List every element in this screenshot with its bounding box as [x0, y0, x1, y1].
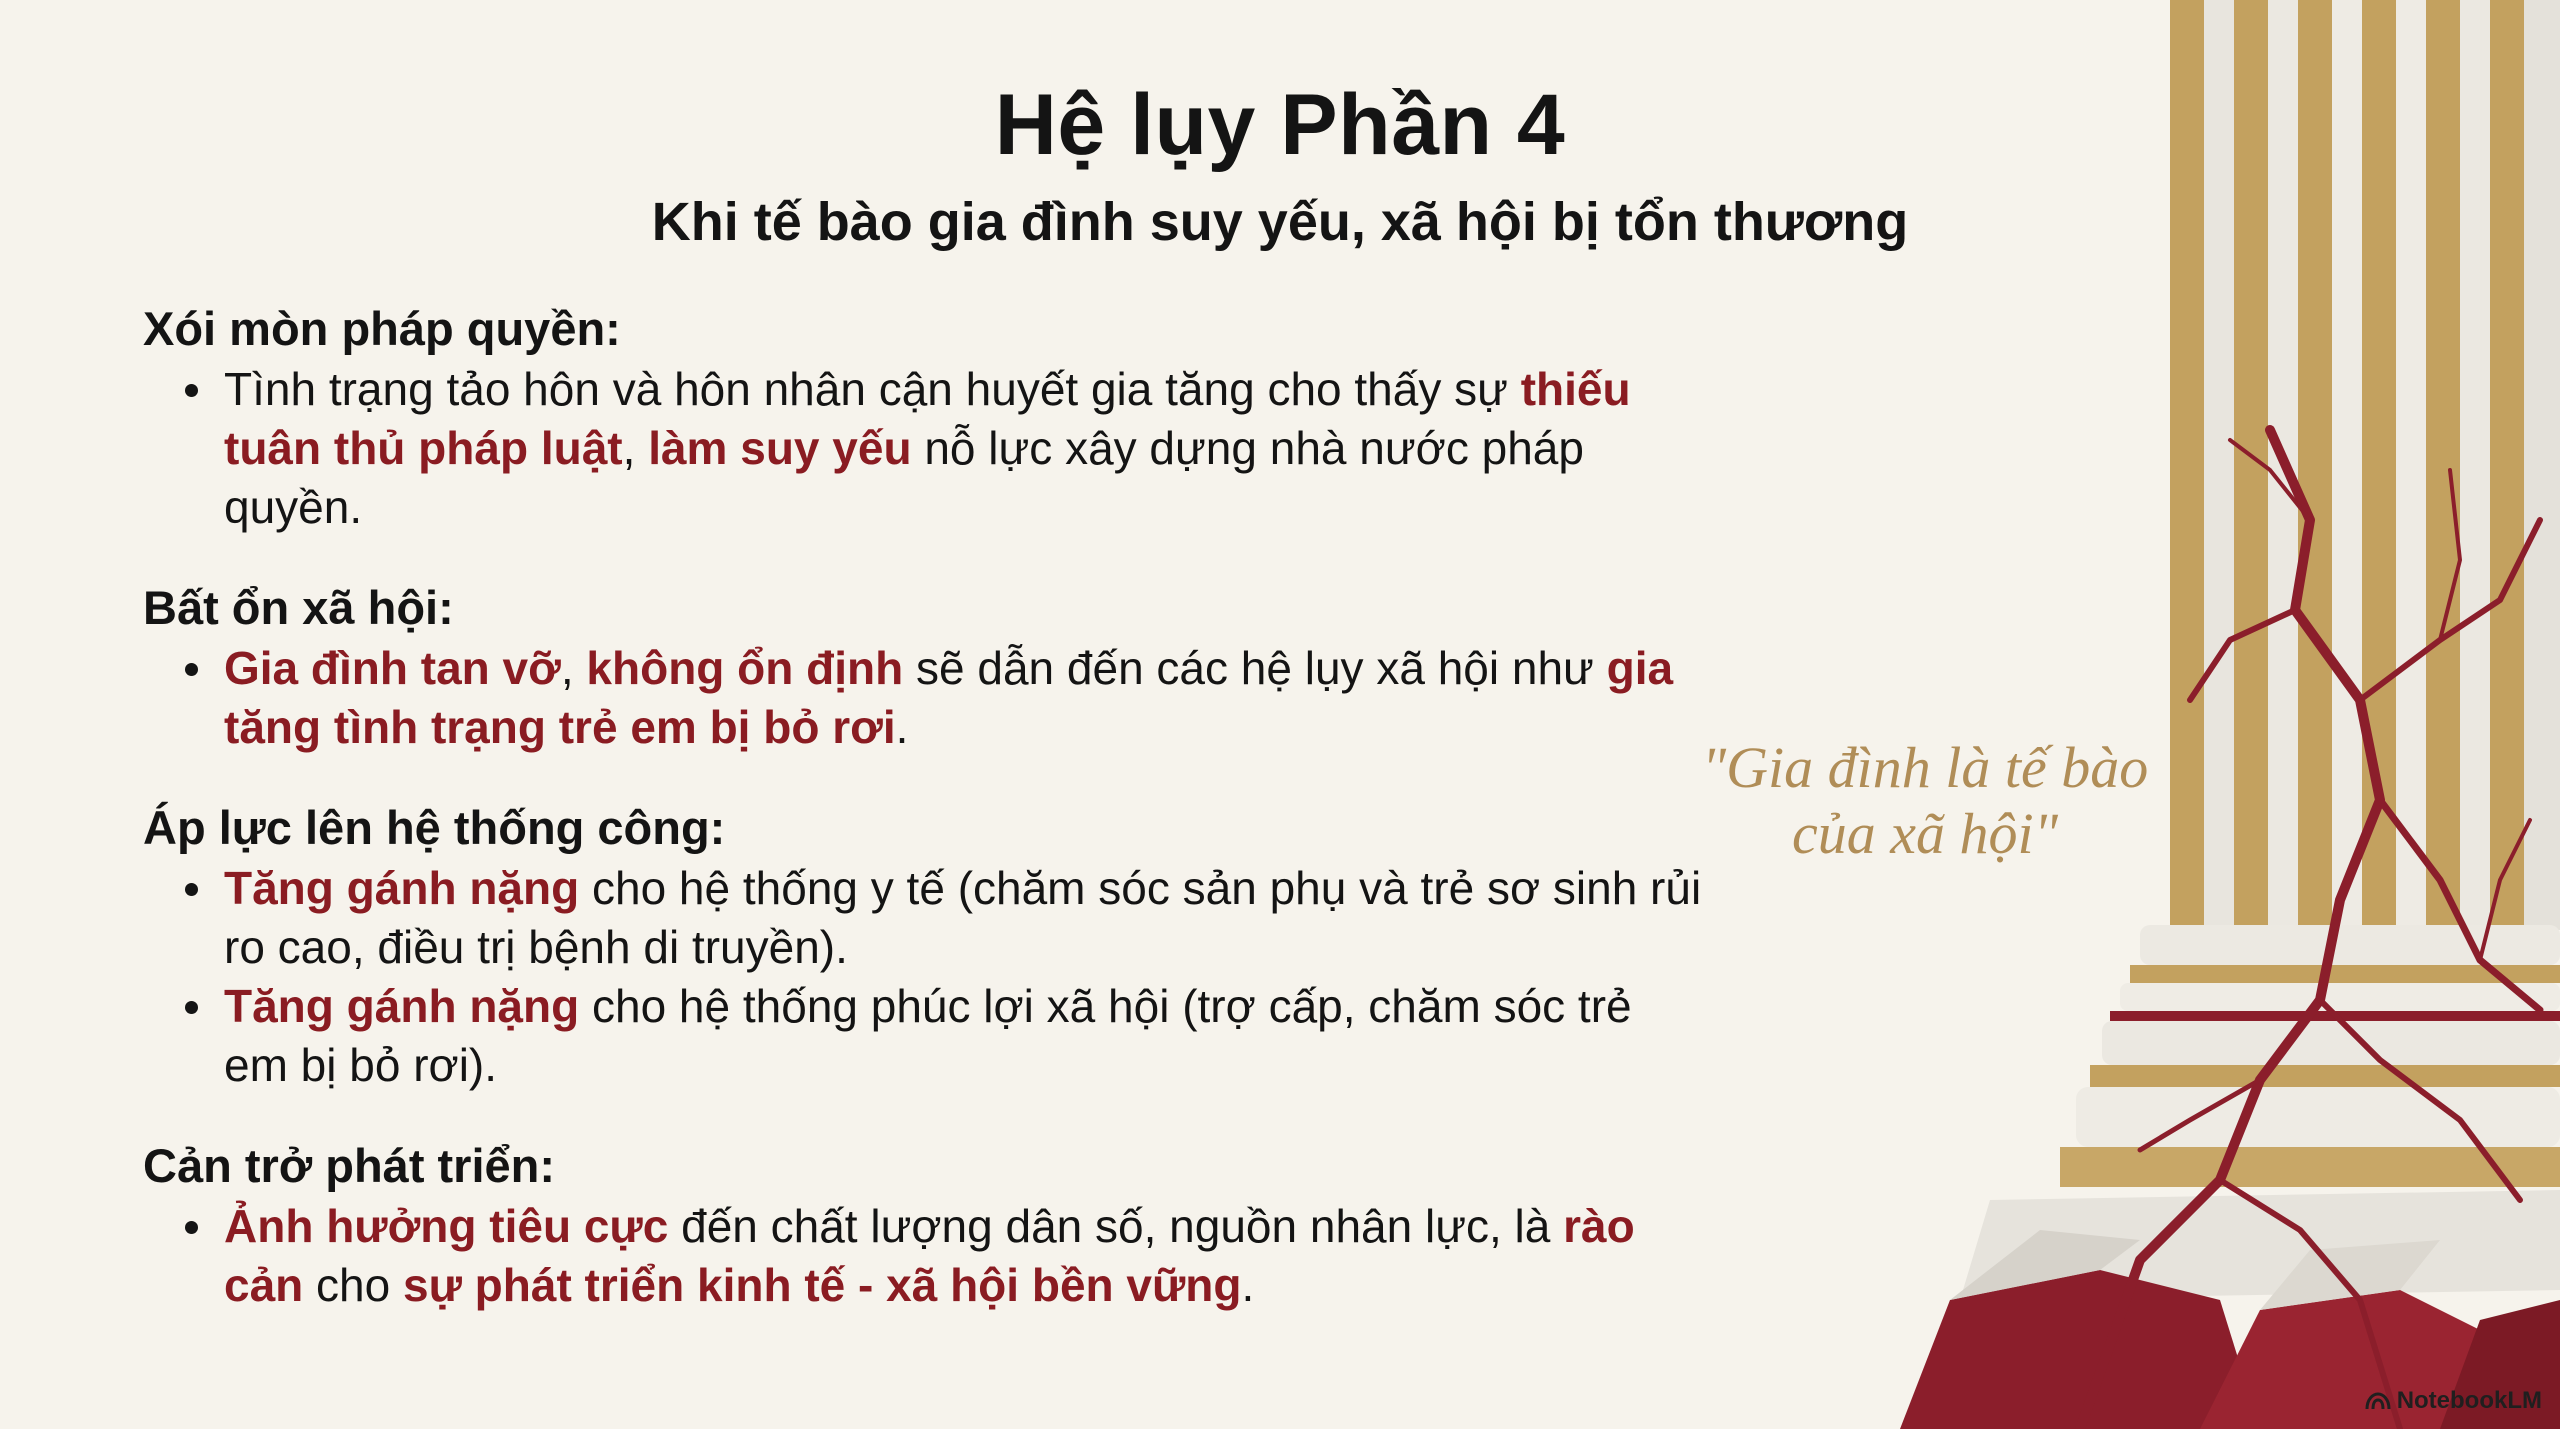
highlight-text: gia tăng tình trạng trẻ em bị bỏ rơi — [224, 642, 1674, 753]
body-text: , — [560, 642, 587, 694]
content-section — [143, 579, 1703, 757]
bullet-item — [143, 859, 1703, 977]
body-text: . — [895, 701, 909, 753]
notebooklm-logo-icon — [2365, 1391, 2391, 1411]
bullet-list — [143, 360, 1703, 537]
bullet-list — [143, 1197, 1703, 1315]
section-heading: Cản trở phát triển: — [143, 1139, 556, 1192]
quote-line-1: "Gia đình là tế bào — [1701, 735, 2149, 800]
section-heading: Xói mòn pháp quyền: — [143, 302, 621, 355]
bullet-list — [143, 859, 1703, 1095]
body-text: nỗ lực xây dựng nhà nước pháp quyền. — [224, 422, 1584, 533]
highlight-text: sự phát triển kinh tế - xã hội bền vững — [403, 1259, 1242, 1311]
highlight-text: Ảnh hưởng tiêu cực — [224, 1200, 669, 1252]
page-title: Hệ lụy Phần 4 — [994, 77, 1566, 173]
content-section — [143, 799, 1703, 1095]
body-text: Tình trạng tảo hôn và hôn nhân cận huyết gia tăng cho thấy sự — [224, 363, 1521, 415]
content-sections — [143, 300, 1703, 1357]
highlight-text: làm suy yếu — [648, 422, 912, 474]
body-text: cho — [303, 1259, 403, 1311]
notebooklm-badge — [2365, 1387, 2542, 1415]
highlight-text: Gia đình tan vỡ — [224, 642, 561, 694]
bullet-item — [143, 639, 1703, 757]
content-section — [143, 300, 1703, 537]
bullet-item — [143, 977, 1703, 1095]
highlight-text: Tăng gánh nặng — [224, 862, 580, 914]
page-subtitle: Khi tế bào gia đình suy yếu, xã hội bị tổn thương — [651, 192, 1909, 252]
highlight-text: thiếu tuân thủ pháp luật — [224, 363, 1631, 474]
highlight-text: không ổn định — [586, 642, 904, 694]
brand-label: NotebookLM — [2396, 1387, 2542, 1414]
body-text: cho hệ thống phúc lợi xã hội (trợ cấp, chăm sóc trẻ em bị bỏ rơi). — [224, 980, 1632, 1091]
bullet-item — [143, 1197, 1703, 1315]
section-heading: Bất ổn xã hội: — [143, 581, 454, 634]
body-text: đến chất lượng dân số, nguồn nhân lực, là — [668, 1200, 1564, 1252]
bullet-list — [143, 639, 1703, 757]
body-text: cho hệ thống y tế (chăm sóc sản phụ và trẻ sơ sinh rủi ro cao, điều trị bệnh di truyền). — [224, 862, 1702, 973]
quote-line-2: của xã hội" — [1792, 801, 2058, 866]
section-heading: Áp lực lên hệ thống công: — [143, 801, 726, 854]
highlight-text: rào cản — [224, 1200, 1635, 1311]
content-section — [143, 1137, 1703, 1315]
body-text: , — [622, 422, 649, 474]
bullet-item — [143, 360, 1703, 537]
family-quote — [1660, 735, 2190, 867]
body-text: . — [1241, 1259, 1255, 1311]
body-text: sẽ dẫn đến các hệ lụy xã hội như — [903, 642, 1607, 694]
highlight-text: Tăng gánh nặng — [224, 980, 580, 1032]
